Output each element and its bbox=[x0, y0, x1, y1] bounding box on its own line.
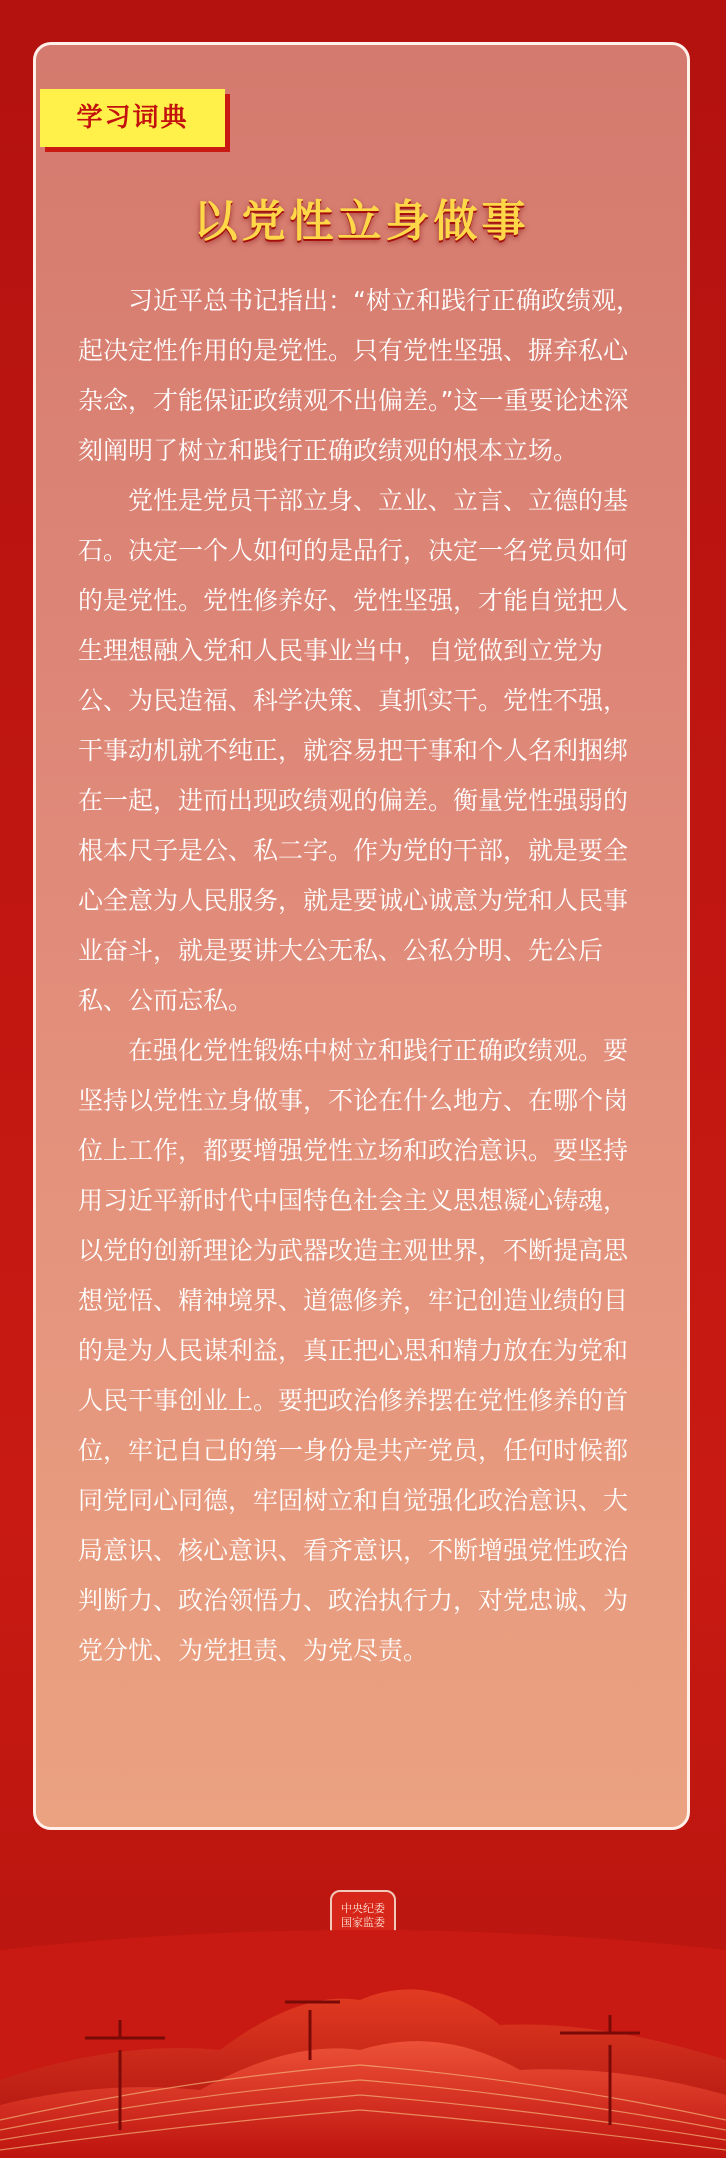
paragraph: 党性是党员干部立身、立业、立言、立德的基石。决定一个人如何的是品行，决定一名党员如何的是党性。党性修养好、党性坚强，才能自觉把人生理想融入党和人民事业当中，自觉做到立党为公、为民造福、科学决策、真抓实干。党性不强，干事动机就不纯正，就容易把干事和个人名利捆绑在一起，进而出现政绩观的偏差。衡量党性强弱的根本尺子是公、私二字。作为党的干部，就是要全心全意为人民服务，就是要诚心诚意为党和人民事业奋斗，就是要讲大公无私、公私分明、先公后私、公而忘私。 bbox=[78, 486, 629, 1015]
article-body bbox=[78, 276, 648, 1676]
paragraph: 在强化党性锻炼中树立和践行正确政绩观。要坚持以党性立身做事，不论在什么地方、在哪个岗位上工作，都要增强党性立场和政治意识。要坚持用习近平新时代中国特色社会主义思想凝心铸魂，以党的创新理论为武器改造主观世界，不断提高思想觉悟、精神境界、道德修养，牢记创造业绩的目的是为人民谋利益，真正把心思和精力放在为党和人民干事创业上。要把政治修养摆在党性修养的首位，牢记自己的第一身份是共产党员，任何时候都同党同心同德，牢固树立和自觉强化政治意识、大局意识、核心意识、看齐意识，不断增强党性政治判断力、政治领悟力、政治执行力，对党忠诚、为党分忧、为党担责、为党尽责。 bbox=[78, 1036, 629, 1665]
article-card bbox=[33, 42, 690, 1830]
seal-line-1: 中央纪委 bbox=[341, 1902, 385, 1915]
article-title: 以党性立身做事 bbox=[193, 196, 530, 247]
decorative-mountains-cranes bbox=[0, 1930, 726, 2158]
section-tag: 学习词典 bbox=[40, 89, 225, 147]
seal-line-2: 国家监委 bbox=[341, 1916, 385, 1929]
paragraph: 习近平总书记指出：“树立和践行正确政绩观，起决定性作用的是党性。只有党性坚强、摒弃私心杂念，才能保证政绩观不出偏差。”这一重要论述深刻阐明了树立和践行正确政绩观的根本立场。 bbox=[78, 286, 641, 465]
